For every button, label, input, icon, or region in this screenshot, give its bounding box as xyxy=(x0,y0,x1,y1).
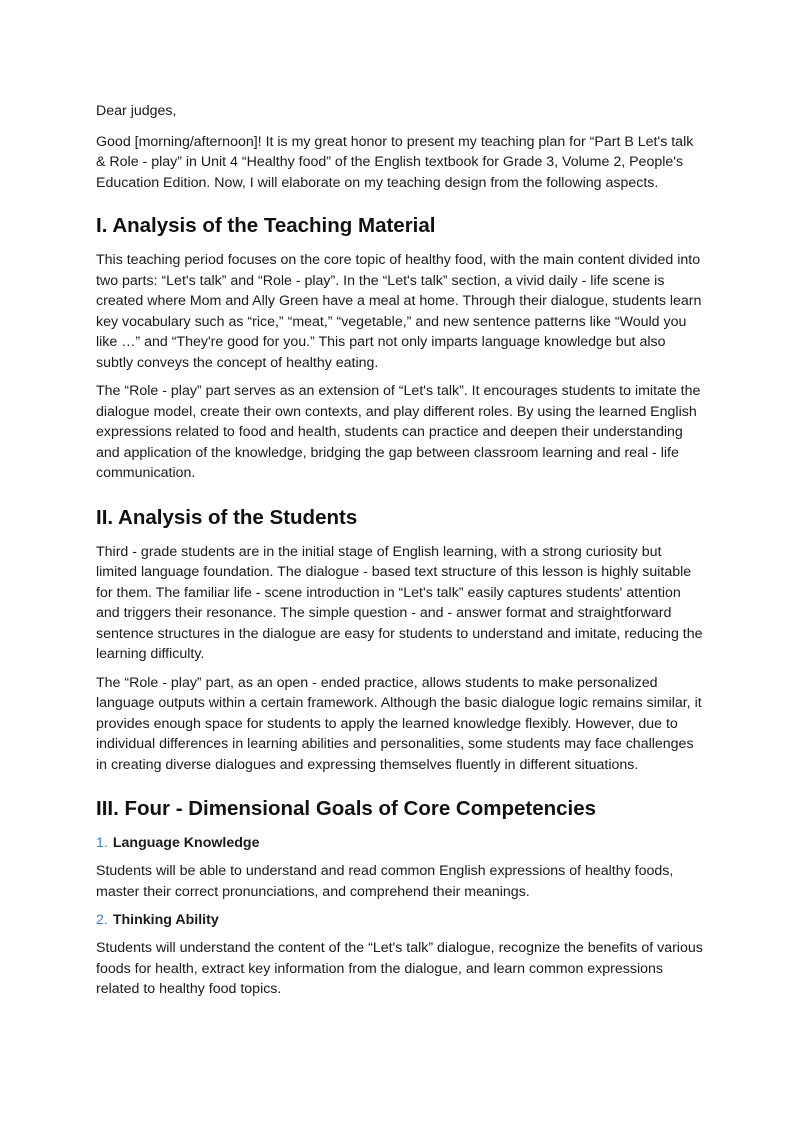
goal-heading xyxy=(96,833,704,853)
paragraph: This teaching period focuses on the core topic of healthy food, with the main content divided into two parts: “Let's talk” and “Role - play”. In the “Let's talk” section, a vivid daily - life scene is created where Mom and Ally Green have a meal at home. Through their dialogue, students learn key vocabulary such as “rice,” “meat,” “vegetable,” and new sentence patterns like “Would you like …” and “They're good for you.” This part not only imparts language knowledge but also subtly conveys the concept of healthy eating. xyxy=(96,252,702,371)
paragraph: The “Role - play” part serves as an extension of “Let's talk”. It encourages students to imitate the dialogue model, create their own contexts, and play different roles. By using the learned English expressions related to food and health, students can practice and deepen their understanding and application of the knowledge, bridging the gap between classroom learning and real - life communication. xyxy=(96,383,701,481)
document-page xyxy=(96,101,704,1008)
goal-number: 1. xyxy=(96,835,108,851)
section-heading-students: II. Analysis of the Students xyxy=(96,505,358,529)
goal-text: Students will be able to understand and read common English expressions of healthy foods, master their correct pronunciations, and comprehend their meanings. xyxy=(96,863,674,900)
section-heading-goals: III. Four - Dimensional Goals of Core Competencies xyxy=(96,797,597,820)
section-heading-teaching-material: I. Analysis of the Teaching Material xyxy=(96,214,436,237)
goal-text: Students will understand the content of the “Let's talk” dialogue, recognize the benefits of various foods for health, extract key information from the dialogue, and learn common expressions related to healthy food topics. xyxy=(96,940,703,997)
paragraph: Third - grade students are in the initial stage of English learning, with a strong curiosity but limited language foundation. The dialogue - based text structure of this lesson is highly suitable for them. The familiar life - scene introduction in “Let's talk” easily captures students' attention and triggers their resonance. The simple question - and - answer format and straightforward sentence structures in the dialogue are easy for students to understand and imitate, reducing the learning difficulty. xyxy=(96,543,703,662)
goal-heading xyxy=(96,910,704,930)
salutation: Dear judges, xyxy=(96,103,177,119)
goal-title: Thinking Ability xyxy=(112,912,219,928)
goal-number: 2. xyxy=(96,912,108,928)
paragraph: The “Role - play” part, as an open - ended practice, allows students to make personalized language outputs within a certain framework. Although the basic dialogue logic remains similar, it provides enough space for students to apply the learned knowledge flexibly. However, due to individual differences in learning abilities and personalities, some students may face challenges in creating diverse dialogues and expressing themselves fluently in different situations. xyxy=(96,674,702,773)
intro-paragraph: Good [morning/afternoon]! It is my great honor to present my teaching plan for “Part B Let's talk & Role - play” in Unit 4 “Healthy food” of the English textbook for Grade 3, Volume 2, People's Education Edition. Now, I will elaborate on my teaching design from the following aspects. xyxy=(96,133,694,191)
goal-title: Language Knowledge xyxy=(112,835,260,851)
